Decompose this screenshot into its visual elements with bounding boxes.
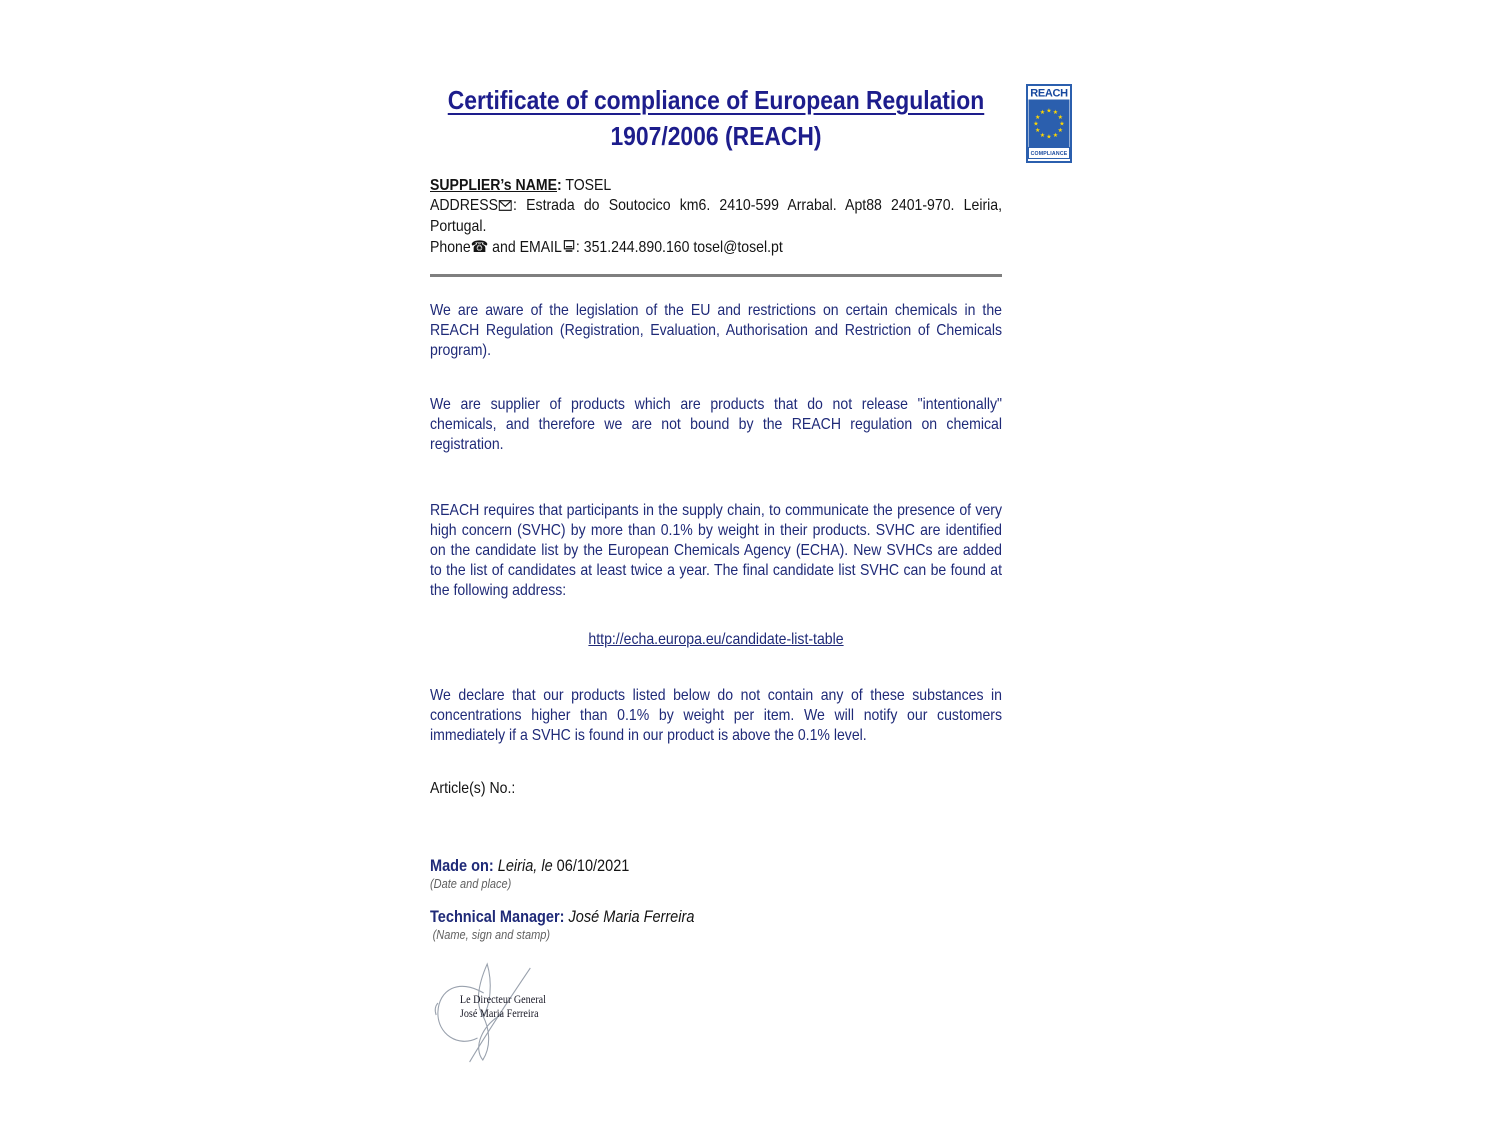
signature <box>432 960 546 1072</box>
svg-text:★: ★ <box>1035 114 1041 121</box>
svg-text:★: ★ <box>1057 114 1063 121</box>
document-body <box>430 84 1002 1072</box>
stamp-text: Le Directeur General José Maria Ferreira <box>459 994 546 1020</box>
logo-reach-text: REACH <box>1030 87 1068 100</box>
title-line-2: 1907/2006 (REACH) <box>610 121 822 151</box>
svg-text:★: ★ <box>1039 109 1046 117</box>
supplier-block <box>430 176 1002 259</box>
technical-manager-line: Technical Manager: José Maria Ferreira (Name, sign and stamp) <box>430 907 1002 942</box>
divider-rule <box>430 274 1002 277</box>
supplier-phone-line: Phone☎ and EMAIL : 351.244.890.160 tosel@tosel.pt <box>430 237 1002 259</box>
paragraph-reach-requirements: REACH requires that participants in the supply chain, to communicate the presence of very high concern (SVHC) by more than 0.1% by weight in their products. SVHC are identified on the candidate list by the European Chemicals Agency (ECHA). New SVHCs are added to the list of candidates at least twice a year. The final candidate list SVHC can be found at the following address: <box>430 502 1002 599</box>
svg-text:★: ★ <box>1033 120 1039 128</box>
svg-text:★: ★ <box>1052 109 1059 117</box>
svg-text:★: ★ <box>1046 133 1052 141</box>
date-place-hint: (Date and place) <box>430 877 512 891</box>
name-sign-stamp-hint: (Name, sign and stamp) <box>432 928 551 942</box>
svg-text:★: ★ <box>1059 120 1065 128</box>
svg-text:★: ★ <box>1046 107 1052 115</box>
candidate-list-link[interactable]: http://echa.europa.eu/candidate-list-table <box>588 631 844 648</box>
paragraph-eu-awareness: We are aware of the legislation of the EU and restrictions on certain chemicals in the REACH Regulation (Registration, Evaluation, Authorisation and Restriction of Chemicals program). <box>430 302 1002 359</box>
articles-no-label: Article(s) No.: <box>430 780 516 797</box>
title-line-1: Certificate of compliance of European Regulation <box>447 85 985 115</box>
made-on-line: Made on: Leiria, le 06/10/2021 (Date and place) <box>430 856 1002 891</box>
document-title <box>430 84 1002 152</box>
svg-text:★: ★ <box>1052 131 1059 139</box>
computer-icon <box>563 239 575 259</box>
paragraph-declaration: We declare that our products listed below do not contain any of these substances in concentrations higher than 0.1% by weight per item. We will notify our customers immediately if a SVHC is found in our product is above the 0.1% level. <box>430 687 1002 744</box>
technical-manager-label: Technical Manager: <box>430 908 565 926</box>
supplier-name-line: SUPPLIER’s NAME: TOSEL <box>430 177 612 194</box>
paragraph-supplier-statement: We are supplier of products which are products that do not release "intentionally" chemicals, and therefore we are not bound by the REACH regulation on chemical registration. <box>430 396 1002 453</box>
made-on-label: Made on: <box>430 857 494 875</box>
envelope-icon <box>499 197 512 217</box>
phone-icon: ☎ <box>470 237 489 256</box>
supplier-address-line: ADDRESS : Estrada do Soutocico km6. 2410-599 Arrabal. Apt88 2401-970. Leiria, Portugal. <box>430 197 1002 235</box>
svg-text:★: ★ <box>1057 127 1063 134</box>
svg-text:★: ★ <box>1039 131 1046 139</box>
svg-text:★: ★ <box>1035 127 1041 134</box>
logo-compliance-text: COMPLIANCE <box>1030 151 1068 158</box>
reach-compliance-logo <box>1026 84 1072 163</box>
